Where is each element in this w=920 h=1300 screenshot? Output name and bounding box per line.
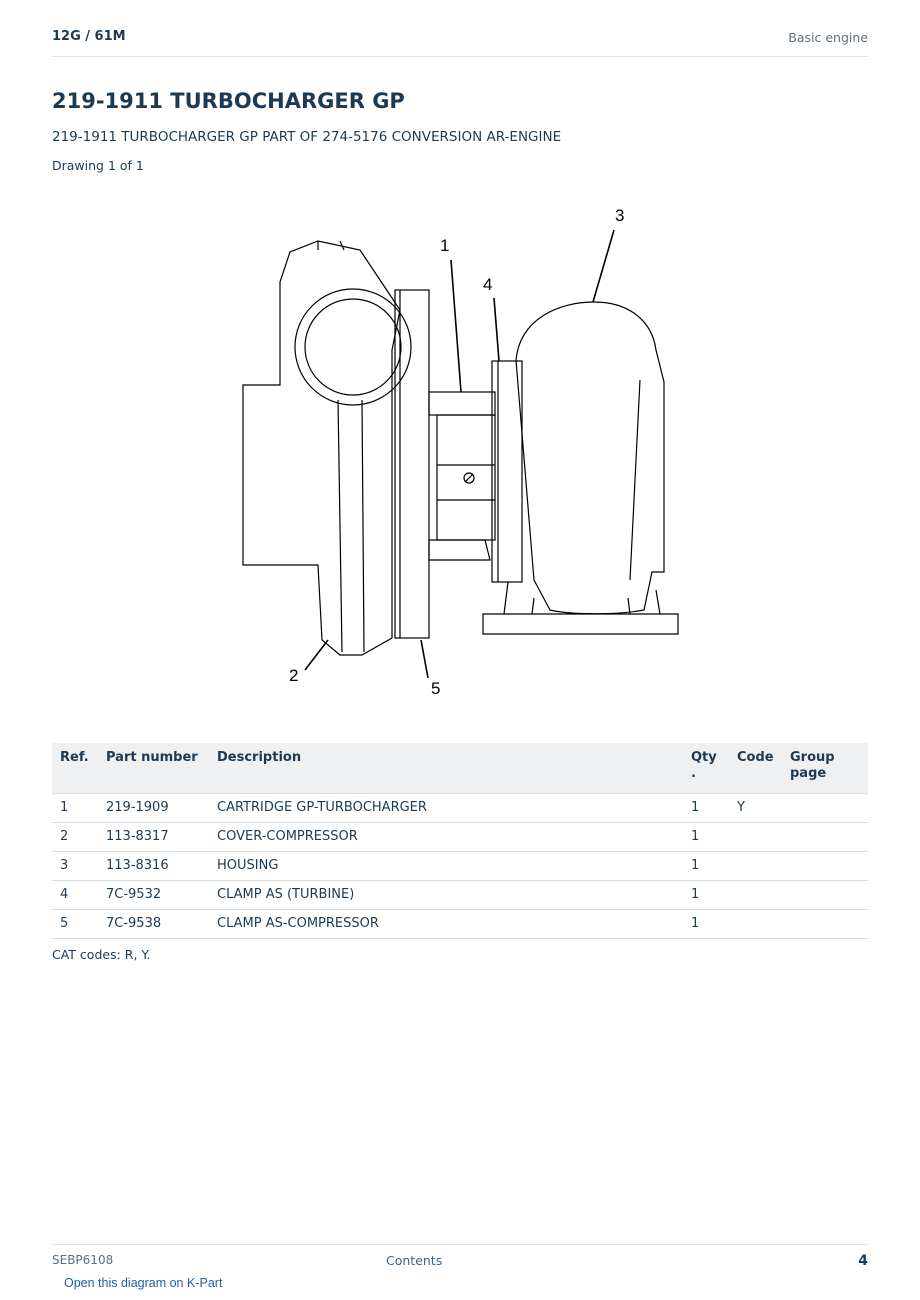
callout-1[interactable]: 1 [440, 236, 450, 255]
cell-part-number[interactable]: 7C-9538 [98, 909, 209, 938]
cat-codes-note: CAT codes: R, Y. [52, 947, 151, 962]
table-row [52, 822, 868, 851]
page-header [52, 29, 868, 57]
header-group-page: Group page [782, 743, 868, 793]
contents-link[interactable]: Contents [386, 1253, 443, 1268]
cell-group-page [782, 851, 868, 880]
cell-code [729, 851, 782, 880]
callout-5[interactable]: 5 [431, 679, 441, 698]
cell-part-number[interactable]: 113-8316 [98, 851, 209, 880]
model-label: 12G / 61M [52, 29, 126, 44]
cell-ref: 2 [52, 822, 98, 851]
cell-description: HOUSING [209, 851, 683, 880]
cell-qty: 1 [683, 793, 729, 822]
leader-3 [593, 230, 614, 302]
header-ref: Ref. [52, 743, 98, 793]
center-housing-upper [429, 392, 495, 415]
cell-part-number[interactable]: 7C-9532 [98, 880, 209, 909]
section-label: Basic engine [788, 30, 868, 45]
cell-code [729, 822, 782, 851]
callout-4[interactable]: 4 [483, 275, 493, 294]
callout-3[interactable]: 3 [615, 206, 625, 225]
cell-group-page [782, 909, 868, 938]
open-kpart-link[interactable]: Open this diagram on K-Part [64, 1276, 223, 1290]
center-housing-lower [429, 540, 490, 560]
page-subtitle: 219-1911 TURBOCHARGER GP PART OF 274-5176 CONVERSION AR-ENGINE [52, 129, 562, 145]
cell-code [729, 909, 782, 938]
header-description: Description [209, 743, 683, 793]
callout-2[interactable]: 2 [289, 666, 299, 685]
turbine-flange [483, 614, 678, 634]
header-part-number: Part number [98, 743, 209, 793]
table-row [52, 851, 868, 880]
table-row [52, 909, 868, 938]
cell-ref: 3 [52, 851, 98, 880]
cell-description: COVER-COMPRESSOR [209, 822, 683, 851]
leader-4 [494, 298, 499, 361]
document-id: SEBP6108 [52, 1253, 114, 1267]
cell-part-number[interactable]: 219-1909 [98, 793, 209, 822]
cell-qty: 1 [683, 851, 729, 880]
compressor-outlet-inner [305, 299, 401, 395]
page-title: 219-1911 TURBOCHARGER GP [52, 89, 405, 113]
cell-description: CARTRIDGE GP-TURBOCHARGER [209, 793, 683, 822]
table-header-row [52, 743, 868, 793]
cell-qty: 1 [683, 909, 729, 938]
cell-group-page [782, 793, 868, 822]
turbine-housing-outline [516, 302, 664, 614]
header-code: Code [729, 743, 782, 793]
cell-qty: 1 [683, 822, 729, 851]
turbocharger-drawing [235, 200, 695, 700]
cell-code: Y [729, 793, 782, 822]
leader-5 [421, 640, 428, 678]
header-qty: Qty . [683, 743, 729, 793]
leader-1 [451, 260, 461, 392]
cell-code [729, 880, 782, 909]
cell-description: CLAMP AS (TURBINE) [209, 880, 683, 909]
cell-part-number[interactable]: 113-8317 [98, 822, 209, 851]
parts-table [52, 743, 868, 939]
turbocharger-diagram [235, 200, 695, 700]
leader-2 [305, 640, 328, 670]
cell-group-page [782, 880, 868, 909]
cell-ref: 5 [52, 909, 98, 938]
cell-ref: 4 [52, 880, 98, 909]
drawing-label: Drawing 1 of 1 [52, 158, 144, 173]
cell-qty: 1 [683, 880, 729, 909]
table-row [52, 793, 868, 822]
table-row [52, 880, 868, 909]
compressor-outlet-outer [295, 289, 411, 405]
cell-group-page [782, 822, 868, 851]
compressor-cover-outline [243, 241, 400, 655]
center-housing-body [437, 415, 495, 540]
page-footer [52, 1244, 868, 1274]
cell-ref: 1 [52, 793, 98, 822]
cell-description: CLAMP AS-COMPRESSOR [209, 909, 683, 938]
turbine-clamp [492, 361, 522, 582]
page-number: 4 [858, 1253, 868, 1269]
